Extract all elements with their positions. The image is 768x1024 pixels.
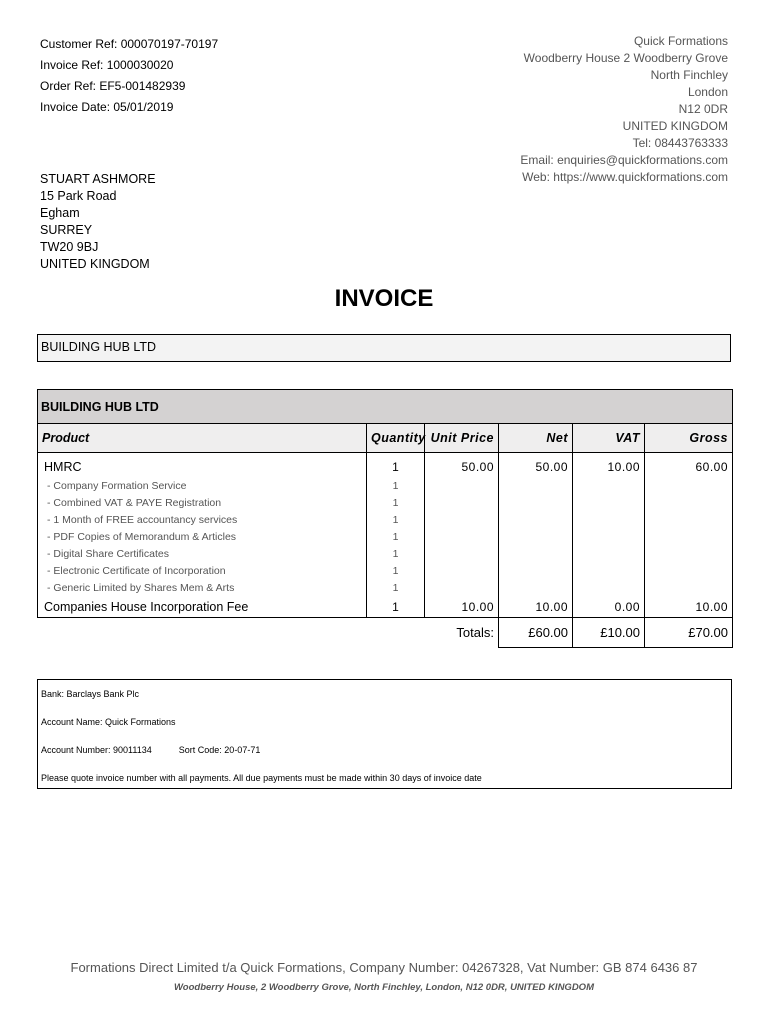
- item-product: HMRC: [38, 453, 367, 478]
- sub-item-quantity: 1: [367, 494, 425, 511]
- sub-item-product: - Company Formation Service: [38, 477, 367, 494]
- totals-label: Totals:: [456, 625, 494, 641]
- order-ref: Order Ref: EF5-001482939: [40, 79, 186, 93]
- customer-country: UNITED KINGDOM: [40, 257, 150, 271]
- sub-item-product: - Combined VAT & PAYE Registration: [38, 494, 367, 511]
- header-unit-price: Unit Price: [425, 424, 499, 453]
- table-header-row: [38, 424, 733, 453]
- item-unit-price: 50.00: [425, 453, 499, 478]
- table-row: [38, 545, 733, 562]
- sub-item-quantity: 1: [367, 477, 425, 494]
- header-gross: Gross: [645, 424, 733, 453]
- customer-town: Egham: [40, 206, 80, 220]
- item-vat: 0.00: [573, 596, 645, 618]
- bank-account-name: Account Name: Quick Formations: [41, 717, 176, 727]
- seller-name: Quick Formations: [633, 34, 728, 48]
- customer-name: STUART ASHMORE: [40, 172, 156, 186]
- order-company-name: BUILDING HUB LTD: [38, 390, 733, 424]
- table-row: [38, 562, 733, 579]
- sub-item-quantity: 1: [367, 528, 425, 545]
- header-net: Net: [499, 424, 573, 453]
- footer-company-info: Formations Direct Limited t/a Quick Formations, Company Number: 04267328, Vat Number: GB 874 6436 87: [70, 960, 698, 975]
- seller-address-line1: Woodberry House 2 Woodberry Grove: [523, 51, 728, 65]
- header-product: Product: [38, 424, 367, 453]
- seller-city: London: [687, 85, 728, 99]
- sub-item-product: - Electronic Certificate of Incorporation: [38, 562, 367, 579]
- invoice-ref: Invoice Ref: 1000030020: [40, 58, 174, 72]
- payment-note: Please quote invoice number with all payments. All due payments must be made within 30 days of invoice date: [41, 773, 482, 783]
- total-gross: £70.00: [645, 618, 733, 648]
- item-unit-price: 10.00: [425, 596, 499, 618]
- sub-item-product: - 1 Month of FREE accountancy services: [38, 511, 367, 528]
- bank-sort-code: Sort Code: 20-07-71: [178, 745, 261, 755]
- header-quantity: Quantity: [367, 424, 425, 453]
- invoice-date: Invoice Date: 05/01/2019: [40, 100, 174, 114]
- bank-account-number: Account Number: 90011134: [41, 745, 152, 755]
- footer-address: Woodberry House, 2 Woodberry Grove, North Finchley, London, N12 0DR, UNITED KINGDOM: [174, 982, 594, 993]
- order-table: [37, 389, 733, 648]
- total-vat: £10.00: [573, 618, 645, 648]
- table-row: [38, 579, 733, 596]
- item-net: 50.00: [499, 453, 573, 478]
- bank-name: Bank: Barclays Bank Plc: [41, 689, 140, 699]
- item-net: 10.00: [499, 596, 573, 618]
- invoice-references: [40, 34, 218, 118]
- header-vat: VAT: [573, 424, 645, 453]
- customer-county: SURREY: [40, 223, 93, 237]
- table-row: [38, 528, 733, 545]
- seller-address-line2: North Finchley: [650, 68, 728, 82]
- sub-item-quantity: 1: [367, 562, 425, 579]
- customer-ref: Customer Ref: 000070197-70197: [40, 37, 219, 51]
- table-row: [38, 596, 733, 618]
- item-gross: 60.00: [645, 453, 733, 478]
- item-vat: 10.00: [573, 453, 645, 478]
- item-quantity: 1: [367, 453, 425, 478]
- customer-postcode: TW20 9BJ: [40, 240, 99, 254]
- sub-item-product: - PDF Copies of Memorandum & Articles: [38, 528, 367, 545]
- seller-web: Web: https://www.quickformations.com: [522, 170, 728, 184]
- bank-details: [37, 679, 732, 789]
- seller-tel: Tel: 08443763333: [632, 136, 728, 150]
- table-row: [38, 511, 733, 528]
- item-quantity: 1: [367, 596, 425, 618]
- sub-item-quantity: 1: [367, 545, 425, 562]
- customer-address-line1: 15 Park Road: [40, 189, 117, 203]
- item-gross: 10.00: [645, 596, 733, 618]
- seller-postcode: N12 0DR: [678, 102, 728, 116]
- client-name-box: BUILDING HUB LTD: [37, 334, 731, 362]
- order-company-row: [38, 390, 733, 424]
- sub-item-product: - Digital Share Certificates: [38, 545, 367, 562]
- sub-item-product: - Generic Limited by Shares Mem & Arts: [38, 579, 367, 596]
- seller-country: UNITED KINGDOM: [622, 119, 728, 133]
- table-row: [38, 477, 733, 494]
- customer-address: [40, 171, 156, 273]
- page-title: INVOICE: [334, 285, 434, 312]
- totals-row: [38, 618, 733, 648]
- seller-email: Email: enquiries@quickformations.com: [520, 153, 728, 167]
- table-row: [38, 453, 733, 478]
- total-net: £60.00: [499, 618, 573, 648]
- table-row: [38, 494, 733, 511]
- sub-item-quantity: 1: [367, 579, 425, 596]
- item-product: Companies House Incorporation Fee: [38, 596, 367, 618]
- seller-address: [520, 33, 728, 186]
- bank-account-line: [41, 736, 731, 764]
- sub-item-quantity: 1: [367, 511, 425, 528]
